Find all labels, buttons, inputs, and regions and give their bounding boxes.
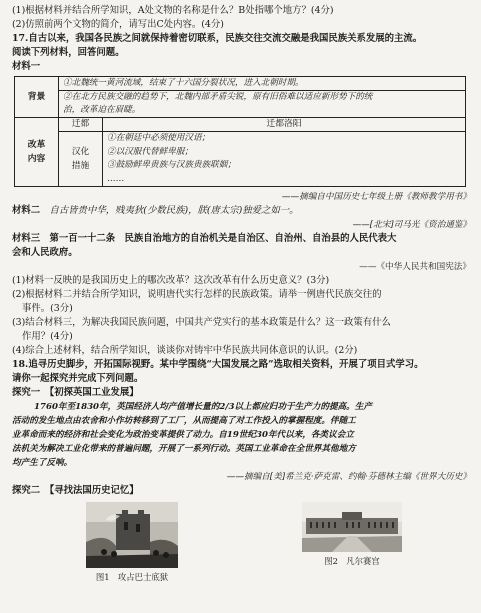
exploration-2-title: 【寻找法国历史记忆】 bbox=[49, 485, 139, 496]
q17-question-2a: (2)根据材料二并结合所学知识，说明唐代实行怎样的民族政策。请举一例唐代民族交往的 bbox=[12, 289, 382, 300]
table-sinicization-label: 汉化 措施 bbox=[59, 132, 103, 187]
exploration-1-text-2: 活动的发生地点由农舍和小作坊转移到了工厂，从而提高了对工作投入的掌握程度。伴随工 bbox=[12, 416, 356, 426]
measure-4: …… bbox=[107, 173, 125, 184]
reform-table bbox=[14, 76, 466, 187]
exploration-1-text-3: 业革命而来的经济和社会变化为政治变革提供了动力。自19世纪30年代以来，各类议会立 bbox=[12, 430, 354, 440]
source-1: ——摘编自中国历史七年级上册《教师教学用书》 bbox=[281, 192, 471, 202]
material-3 bbox=[12, 232, 471, 246]
material-3-text-b: 会和人民政府。 bbox=[12, 247, 78, 258]
table-bg-1: ①北魏统一黄河流域，结束了十六国分裂状况，进入北朝时期。 bbox=[59, 77, 466, 91]
q17-intro-2: 阅读下列材料，回答问题。 bbox=[12, 47, 125, 58]
q18-intro-2: 请你一起探究并完成下列问题。 bbox=[12, 373, 144, 384]
figure-2 bbox=[302, 502, 402, 584]
measure-1: ①在朝廷中必须使用汉语； bbox=[107, 133, 211, 143]
figure-1 bbox=[86, 502, 178, 584]
q18-number: 18. bbox=[12, 359, 29, 370]
exploration-1-heading bbox=[12, 386, 471, 400]
table-col-luoyang: 迁都洛阳 bbox=[103, 118, 466, 132]
q17-question-1: (1)材料一反映的是我国历史上的哪次改革？这次改革有什么历史意义？(3分) bbox=[12, 275, 330, 286]
exploration-1-text-4: 法机关为解决工业化带来的普遍问题，开展了一系列行动。英国工业革命在全世界其他地方 bbox=[12, 444, 356, 454]
material-3-label: 材料三 bbox=[12, 233, 41, 244]
q16-item-1: (1)根据材料并结合所学知识，A处文物的名称是什么？B处指哪个地方？(4分) bbox=[12, 5, 334, 16]
q17-question-3b: 作用？(4分) bbox=[22, 331, 73, 342]
exploration-1-text-1: 1760年至1830年，英国经济人均产值增长量的2/3以上都应归功于生产力的提高。生产 bbox=[34, 402, 372, 412]
q18-intro-text: 追寻历史脚步，开拓国际视野。某中学围绕“大国发展之路”选取相关资料，开展了项目式学习。 bbox=[28, 359, 424, 370]
material-3-text-a: 第一百一十二条 民族自治地方的自治机关是自治区、自治州、自治县的人民代表大 bbox=[49, 233, 397, 244]
q17-question-3a: (3)结合材料三，为解决我国民族问题，中国共产党实行的基本政策是什么？这一政策有什么 bbox=[12, 317, 391, 328]
q17-question-4: (4)综合上述材料，结合所学知识，谈谈你对铸牢中华民族共同体意识的认识。(2分) bbox=[12, 345, 358, 356]
q18-intro bbox=[12, 358, 471, 372]
versailles-image bbox=[302, 502, 402, 552]
exploration-1-text-5: 均产生了反响。 bbox=[12, 458, 73, 468]
q17-number: 17. bbox=[12, 33, 29, 44]
figure-2-caption: 图2 凡尔赛宫 bbox=[324, 556, 380, 566]
table-bg-2: ②在北方民族交融的趋势下，北魏内部矛盾尖锐，原有旧俗难以适应新形势下的统 治，改革迫在眉睫。 bbox=[59, 91, 466, 118]
source-2: ——[北宋]司马光《资治通鉴》 bbox=[352, 220, 471, 230]
figure-1-caption: 图1 攻占巴士底狱 bbox=[95, 572, 169, 582]
material-2-label: 材料二 bbox=[12, 205, 41, 216]
q17-question-2b: 事件。(3分) bbox=[22, 303, 73, 314]
figure-row bbox=[24, 502, 464, 584]
q16-item-2: (2)仿照前两个文物的简介，请写出C处内容。(4分) bbox=[12, 19, 224, 30]
table-bg-label: 背景 bbox=[15, 77, 59, 118]
table-col-relocate: 迁都 bbox=[59, 118, 103, 132]
table-measures bbox=[103, 132, 466, 187]
measure-3: ③鼓励鲜卑贵族与汉族贵族联姻； bbox=[107, 160, 236, 170]
measure-2: ②以汉服代替鲜卑服； bbox=[107, 146, 193, 157]
bastille-storming-image bbox=[86, 502, 178, 568]
q17-intro bbox=[12, 32, 471, 46]
exploration-2-label: 探究二 bbox=[12, 485, 41, 496]
exploration-2-heading bbox=[12, 484, 471, 498]
exploration-1-label: 探究一 bbox=[12, 387, 41, 398]
source-3: ——《中华人民共和国宪法》 bbox=[359, 262, 471, 272]
material-2 bbox=[12, 204, 471, 218]
material-2-text: 自古皆贵中华，贱夷狄(少数民族)，朕(唐太宗)独爱之如一。 bbox=[49, 205, 299, 216]
source-4: ——摘编自[美]希兰克·萨克雷、约翰·芬德林主编《世界大历史》 bbox=[226, 472, 471, 482]
table-reform-label: 改革 内容 bbox=[15, 118, 59, 187]
material-1-label: 材料一 bbox=[12, 61, 41, 72]
exploration-1-title: 【初探英国工业发展】 bbox=[49, 387, 139, 398]
q17-intro-text: 自古以来，我国各民族之间就保持着密切联系，民族交往交流交融是我国民族关系发展的主流。 bbox=[28, 33, 423, 44]
